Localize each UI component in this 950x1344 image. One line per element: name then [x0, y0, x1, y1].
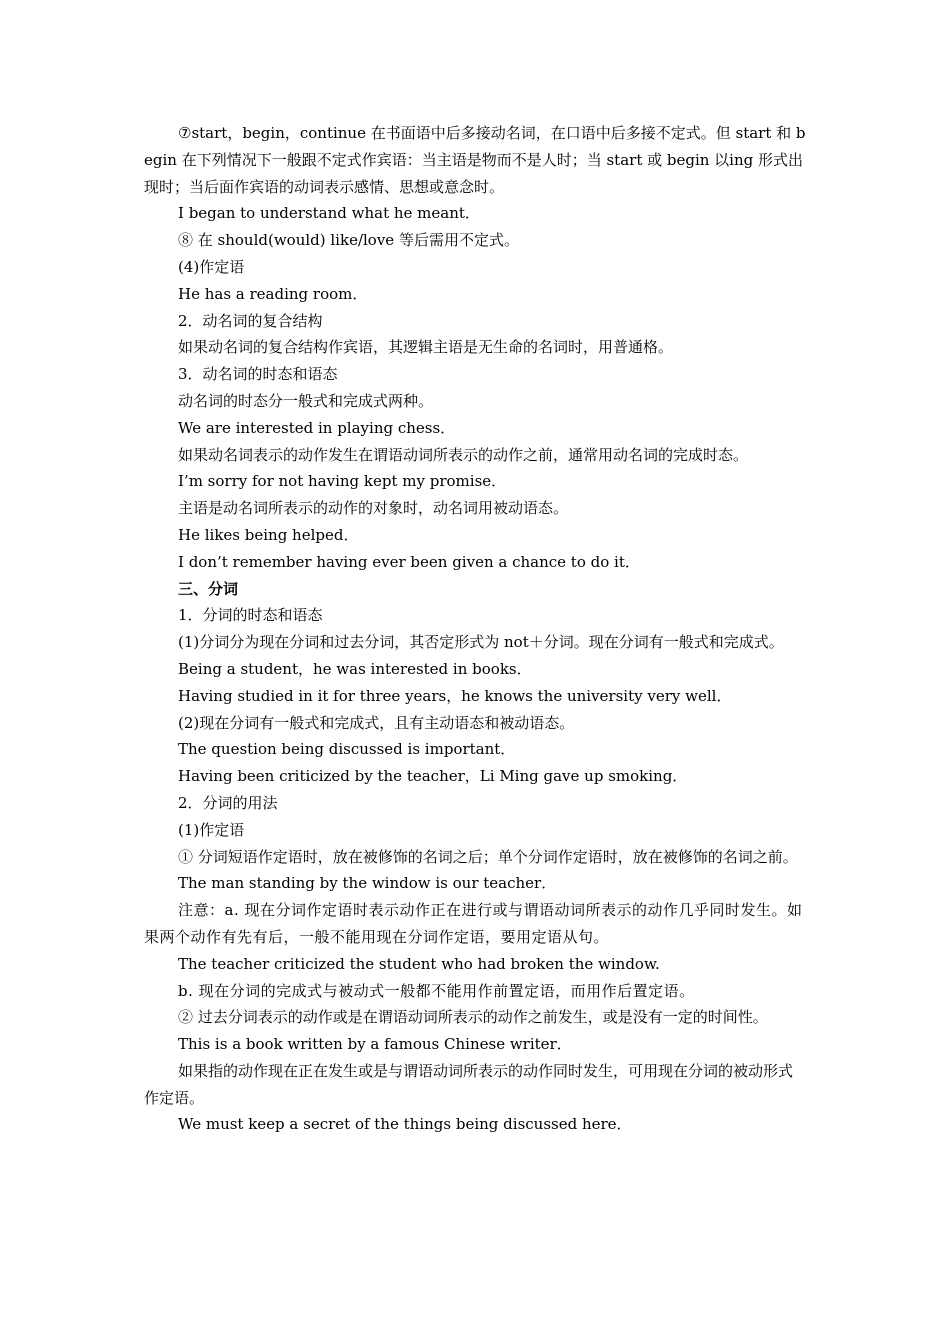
subheading: 2．分词的用法	[178, 793, 278, 812]
subheading: 2．动名词的复合结构	[178, 311, 323, 330]
subheading: (4)作定语	[178, 257, 245, 276]
paragraph: 如果动名词表示的动作发生在谓语动词所表示的动作之前，通常用动名词的完成时态。	[178, 445, 749, 464]
example-sentence: Having studied in it for three years，he knows the university very well．	[178, 686, 732, 705]
paragraph: ⑦start，begin，continue 在书面语中后多接动名词，在口语中后多接不定式。但 start 和 begin 在下列情况下一般跟不定式作宾语：当主语是物而不是人时；当 start 或 begin 以ing 形式出现时；当后面作宾语的动词表示感情、思想或意念时。	[144, 124, 806, 196]
subheading: (1)作定语	[178, 820, 245, 839]
example-sentence: Being a student，he was interested in books．	[178, 659, 532, 678]
subheading: 3．动名词的时态和语态	[178, 365, 338, 384]
paragraph: ⑧ 在 should(would) like/love 等后需用不定式。	[178, 231, 519, 250]
document-body	[144, 120, 806, 1138]
paragraph: 如果指的动作现在正在发生或是与谓语动词所表示的动作同时发生，可用现在分词的被动形式作定语。	[144, 1061, 794, 1107]
paragraph: 动名词的时态分一般式和完成式两种。	[178, 391, 434, 410]
example-sentence: The question being discussed is important．	[178, 740, 516, 759]
example-sentence: The man standing by the window is our teacher．	[178, 874, 557, 893]
example-sentence: I don’t remember having ever been given a chance to do it．	[178, 552, 640, 571]
paragraph: ② 过去分词表示的动作或是在谓语动词所表示的动作之前发生，或是没有一定的时间性。	[178, 1008, 768, 1027]
note-paragraph: b. 现在分词的完成式与被动式一般都不能用作前置定语，而用作后置定语。	[178, 981, 695, 1000]
example-sentence: He has a reading room．	[178, 284, 368, 303]
paragraph: (1)分词分为现在分词和过去分词，其否定形式为 not＋分词。现在分词有一般式和完成式。	[178, 633, 784, 652]
example-sentence: The teacher criticized the student who had broken the window.	[178, 954, 660, 973]
example-sentence: This is a book written by a famous Chinese writer．	[178, 1035, 572, 1054]
example-sentence: I’m sorry for not having kept my promise．	[178, 472, 507, 491]
example-sentence: We must keep a secret of the things being discussed here．	[178, 1115, 632, 1134]
note-paragraph: 注意：a. 现在分词作定语时表示动作正在进行或与谓语动词所表示的动作几乎同时发生。如果两个动作有先有后，一般不能用现在分词作定语，要用定语从句。	[144, 901, 803, 946]
example-sentence: I began to understand what he meant．	[178, 204, 480, 223]
section-heading: 三、分词	[178, 579, 239, 598]
example-sentence: He likes being helped．	[178, 525, 359, 544]
paragraph: ① 分词短语作定语时，放在被修饰的名词之后；单个分词作定语时，放在被修饰的名词之前。	[178, 847, 798, 866]
subheading: 1．分词的时态和语态	[178, 606, 323, 625]
paragraph: (2)现在分词有一般式和完成式，且有主动语态和被动语态。	[178, 713, 575, 732]
example-sentence: Having been criticized by the teacher，Li Ming gave up smoking．	[178, 767, 688, 786]
example-sentence: We are interested in playing chess．	[178, 418, 456, 437]
paragraph: 主语是动名词所表示的动作的对象时，动名词用被动语态。	[178, 499, 569, 518]
paragraph: 如果动名词的复合结构作宾语，其逻辑主语是无生命的名词时，用普通格。	[178, 338, 674, 357]
